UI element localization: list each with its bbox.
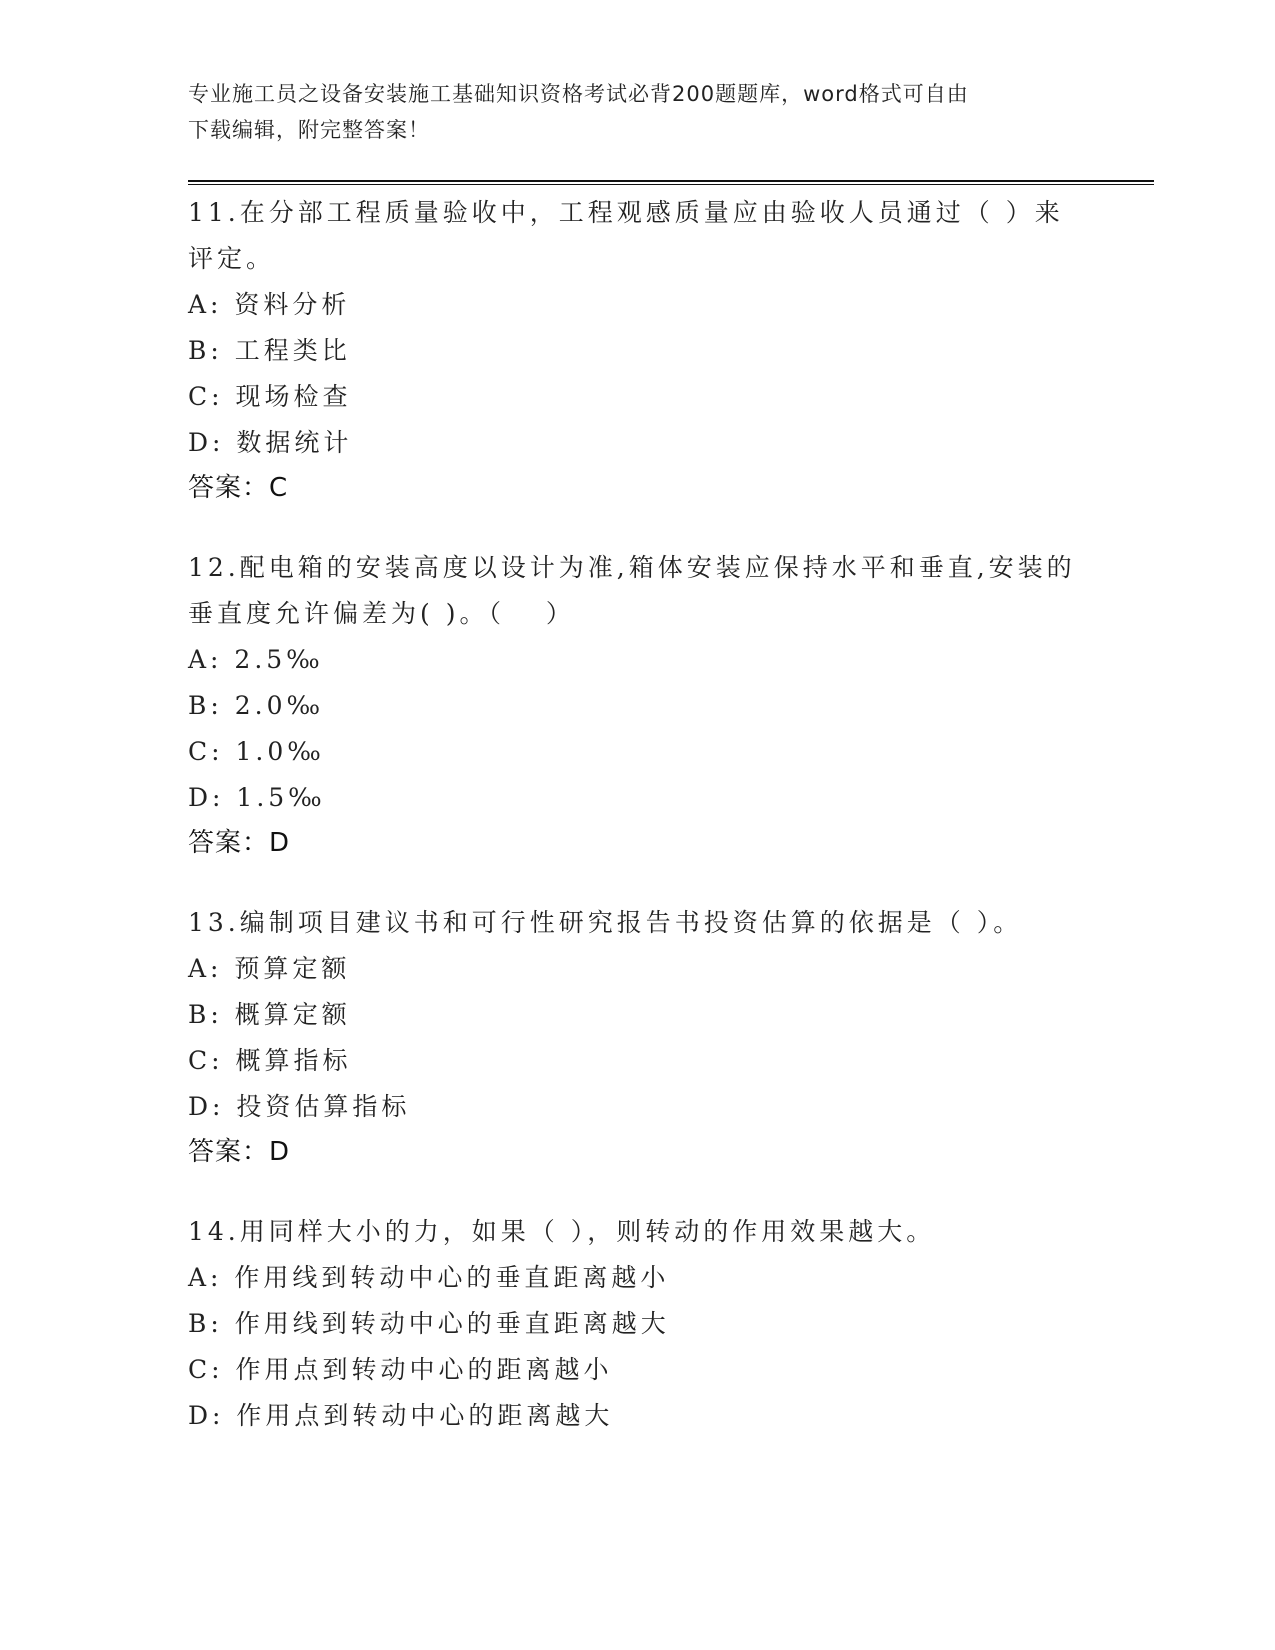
question-stem-line: 14.用同样大小的力，如果（ ），则转动的作用效果越大。	[188, 1217, 936, 1246]
option-d: D: 作用点到转动中心的距离越大	[188, 1401, 614, 1430]
option-d: D: 1.5‰	[188, 783, 326, 812]
document-header	[188, 76, 1088, 148]
option-b: B: 工程类比	[188, 336, 351, 365]
option-a: A: 资料分析	[188, 290, 351, 319]
option-b: B: 2.0‰	[188, 691, 325, 720]
question-stem	[188, 900, 1088, 946]
question-list	[188, 190, 1088, 1474]
question-11	[188, 190, 1088, 510]
option-a: A: 预算定额	[188, 954, 351, 983]
option-c: C: 作用点到转动中心的距离越小	[188, 1355, 613, 1384]
header-line-1: 专业施工员之设备安装施工基础知识资格考试必背200题题库，word格式可自由	[188, 82, 969, 106]
header-divider-thin	[188, 184, 1154, 185]
option-c: C: 1.0‰	[188, 737, 325, 766]
question-stem	[188, 190, 1088, 282]
option-a: A: 作用线到转动中心的垂直距离越小	[188, 1263, 670, 1292]
option-c: C: 概算指标	[188, 1046, 352, 1075]
option-a: A: 2.5‰	[188, 645, 324, 674]
question-stem	[188, 1209, 1088, 1255]
header-line-2: 下载编辑，附完整答案！	[188, 118, 430, 142]
question-13	[188, 900, 1088, 1174]
option-d: D: 投资估算指标	[188, 1092, 411, 1121]
question-14	[188, 1209, 1088, 1439]
question-stem-line: 13.编制项目建议书和可行性研究报告书投资估算的依据是（ ）。	[188, 908, 1023, 937]
option-b: B: 作用线到转动中心的垂直距离越大	[188, 1309, 670, 1338]
answer: 答案：C	[188, 473, 289, 503]
question-stem-line: 12.配电箱的安装高度以设计为准,箱体安装应保持水平和垂直,安装的	[188, 553, 1076, 582]
question-stem	[188, 545, 1088, 637]
option-b: B: 概算定额	[188, 1000, 351, 1029]
question-12	[188, 545, 1088, 865]
question-stem-line: 垂直度允许偏差为( )。（ ）	[188, 599, 575, 628]
answer: 答案：D	[188, 828, 291, 858]
option-c: C: 现场检查	[188, 382, 352, 411]
question-stem-line: 评定。	[188, 244, 276, 273]
option-d: D: 数据统计	[188, 428, 353, 457]
header-divider-thick	[188, 180, 1154, 182]
answer: 答案：D	[188, 1137, 291, 1167]
question-stem-line: 11.在分部工程质量验收中，工程观感质量应由验收人员通过（ ）来	[188, 198, 1064, 227]
